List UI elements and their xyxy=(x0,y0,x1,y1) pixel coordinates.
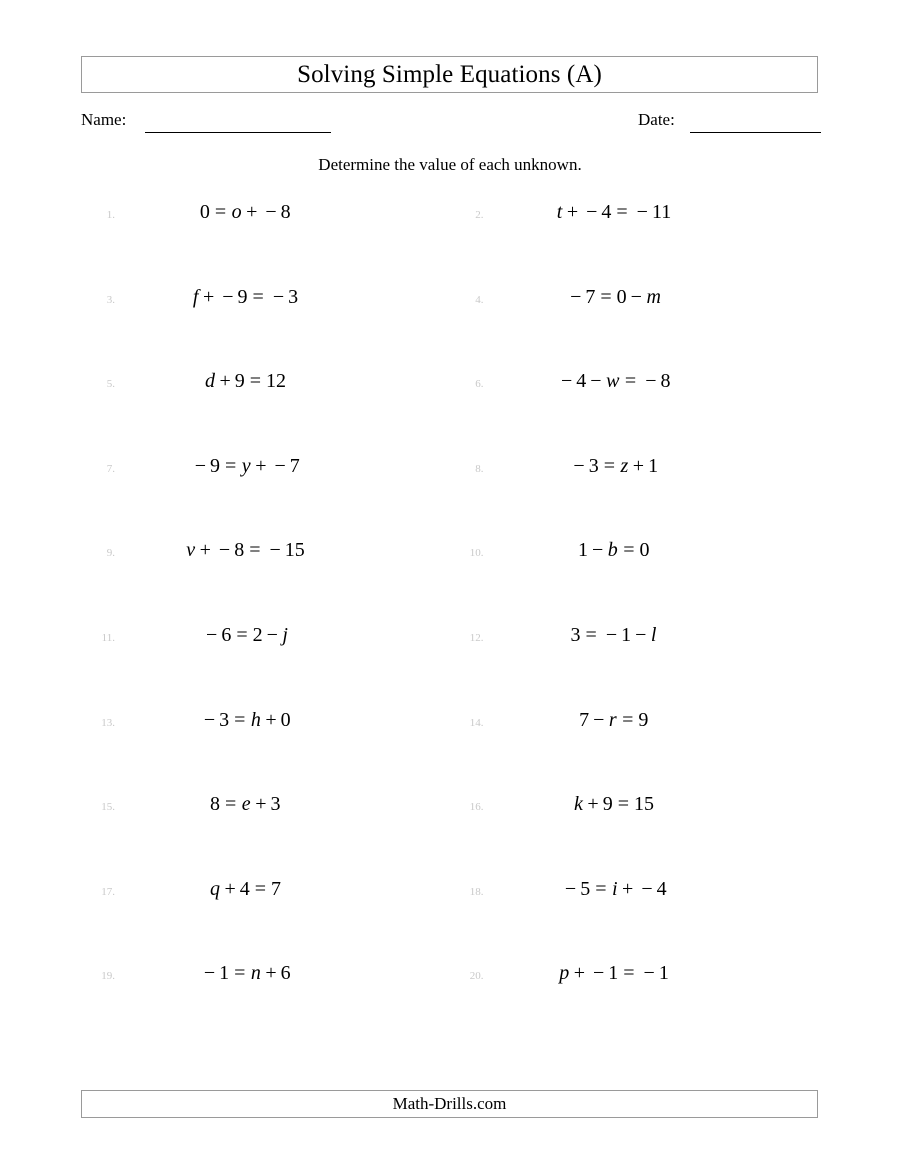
name-date-row xyxy=(81,110,821,138)
problem-item xyxy=(450,198,819,283)
question-number: 8. xyxy=(475,462,484,475)
equation-slot xyxy=(484,367,819,391)
problem-row xyxy=(81,198,818,283)
question-number: 2. xyxy=(475,209,484,221)
question-number: 12. xyxy=(469,631,484,644)
equation-expression: − 6 = 2 − j xyxy=(206,623,288,646)
equation-expression: f + − 9 = − 3 xyxy=(192,285,299,308)
question-number: 14. xyxy=(469,716,484,729)
problem-item xyxy=(81,790,450,875)
question-number: 10. xyxy=(469,547,484,560)
worksheet-title-box xyxy=(81,56,818,93)
problem-item xyxy=(81,283,450,368)
equation-expression: − 1 = n + 6 xyxy=(203,962,291,985)
problem-row xyxy=(81,959,818,1044)
equation-slot xyxy=(484,536,819,560)
equation-slot xyxy=(484,452,819,476)
equation-slot xyxy=(115,875,450,899)
problem-row xyxy=(81,790,818,875)
equation-slot xyxy=(484,875,819,899)
problem-row xyxy=(81,706,818,791)
equation-expression: 8 = e + 3 xyxy=(210,793,281,816)
date-input-line[interactable] xyxy=(690,132,821,133)
question-number: 4. xyxy=(475,293,484,306)
question-number: 11. xyxy=(101,631,115,644)
date-label: Date: xyxy=(638,110,675,129)
equation-expression: 7 − r = 9 xyxy=(579,708,649,731)
question-number: 15. xyxy=(101,801,115,814)
problem-row xyxy=(81,536,818,621)
equation-slot xyxy=(115,706,450,730)
equation-expression: 3 = − 1 − l xyxy=(570,623,657,646)
equation-expression: 1 − b = 0 xyxy=(577,539,650,562)
problem-item xyxy=(450,959,819,1044)
equation-slot xyxy=(115,959,450,983)
equation-slot xyxy=(484,959,819,983)
equation-slot xyxy=(115,790,450,814)
equation-slot xyxy=(484,706,819,730)
problem-row xyxy=(81,875,818,960)
problem-item xyxy=(81,536,450,621)
equation-expression: − 5 = i + − 4 xyxy=(564,877,667,900)
equation-slot xyxy=(484,621,819,645)
equation-expression: − 3 = z + 1 xyxy=(573,454,659,477)
problem-item xyxy=(81,875,450,960)
problem-item xyxy=(450,452,819,537)
question-number: 7. xyxy=(106,462,115,475)
problem-item xyxy=(81,452,450,537)
equation-expression: − 3 = h + 0 xyxy=(203,708,291,731)
equation-slot xyxy=(484,790,819,814)
equation-slot xyxy=(484,198,819,222)
question-number: 16. xyxy=(469,801,484,814)
equation-expression: k + 9 = 15 xyxy=(574,793,654,816)
equation-expression: t + − 4 = − 11 xyxy=(556,201,672,223)
problem-row xyxy=(81,452,818,537)
problem-item xyxy=(450,790,819,875)
problem-item xyxy=(81,198,450,283)
problem-item xyxy=(450,536,819,621)
question-number: 17. xyxy=(101,885,115,898)
problem-row xyxy=(81,283,818,368)
name-label: Name: xyxy=(81,110,127,129)
question-number: 19. xyxy=(101,970,115,983)
question-number: 9. xyxy=(106,547,115,560)
page-title: Solving Simple Equations (A) xyxy=(297,60,602,88)
worksheet-footer-box xyxy=(81,1090,818,1118)
question-number: 6. xyxy=(475,378,484,391)
equation-expression: d + 9 = 12 xyxy=(204,370,287,393)
equation-expression: − 4 − w = − 8 xyxy=(561,370,671,393)
question-number: 20. xyxy=(469,970,484,983)
question-number: 3. xyxy=(106,293,115,306)
equation-expression: v + − 8 = − 15 xyxy=(186,539,305,562)
equation-slot xyxy=(115,283,450,307)
question-number: 13. xyxy=(101,716,115,729)
equation-slot xyxy=(115,621,450,645)
problem-item xyxy=(81,706,450,791)
instruction-text: Determine the value of each unknown. xyxy=(318,155,582,174)
problem-item xyxy=(81,959,450,1044)
problem-item xyxy=(81,367,450,452)
equation-slot xyxy=(115,198,450,222)
equation-slot xyxy=(115,536,450,560)
problem-item xyxy=(450,367,819,452)
problem-row xyxy=(81,621,818,706)
footer-attribution: Math-Drills.com xyxy=(392,1094,507,1113)
equation-slot xyxy=(115,452,450,476)
problem-row xyxy=(81,367,818,452)
problem-item xyxy=(450,706,819,791)
equation-expression: − 9 = y + − 7 xyxy=(194,454,300,477)
equation-expression: q + 4 = 7 xyxy=(209,877,282,900)
problem-item xyxy=(450,875,819,960)
problem-list xyxy=(81,198,818,1044)
equation-expression: − 7 = 0 − m xyxy=(570,285,661,308)
problem-item xyxy=(450,283,819,368)
question-number: 5. xyxy=(106,378,115,391)
name-input-line[interactable] xyxy=(145,132,331,133)
equation-expression: p + − 1 = − 1 xyxy=(559,962,669,985)
question-number: 18. xyxy=(469,885,484,898)
equation-slot xyxy=(484,283,819,307)
problem-item xyxy=(450,621,819,706)
equation-slot xyxy=(115,367,450,391)
problem-item xyxy=(81,621,450,706)
question-number: 1. xyxy=(106,209,115,221)
equation-expression: 0 = o + − 8 xyxy=(199,201,291,223)
